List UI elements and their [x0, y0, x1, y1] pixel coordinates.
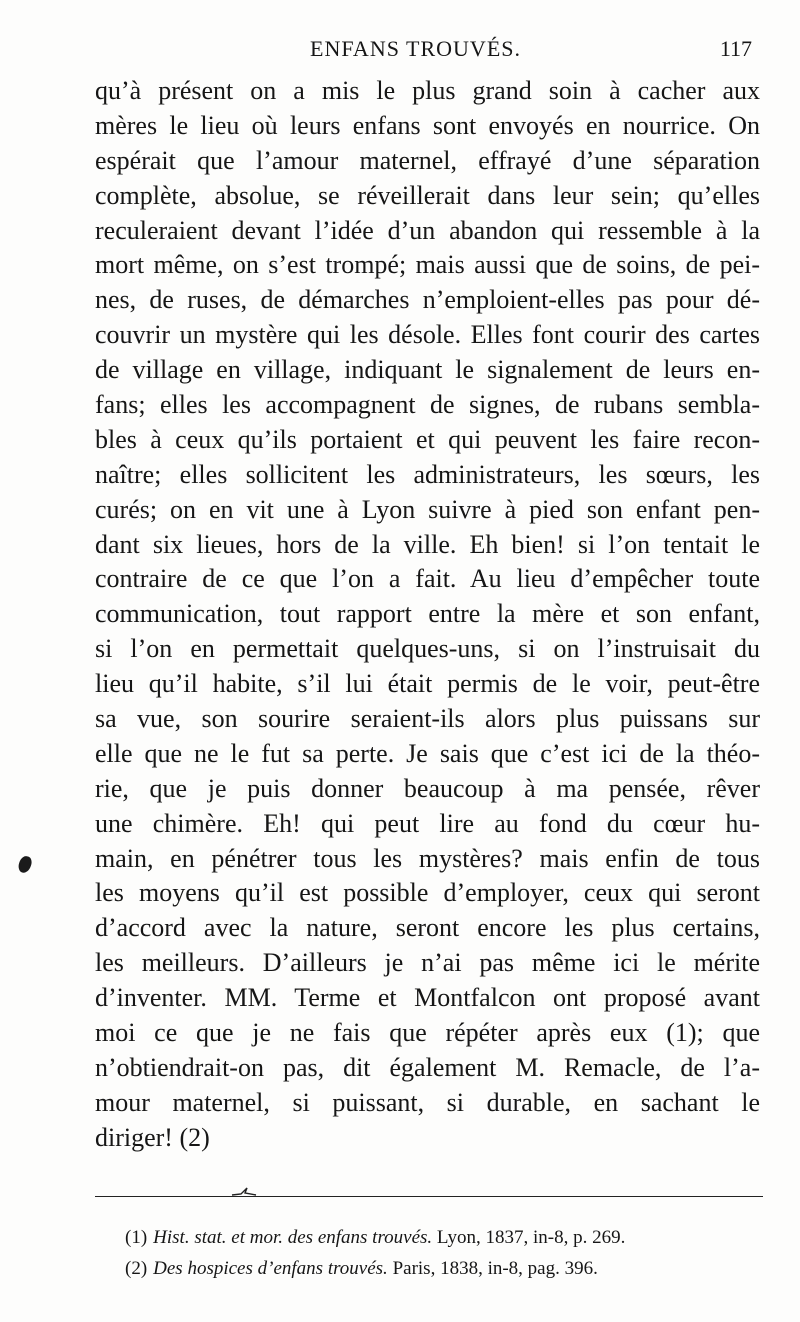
text-line: mour maternel, si puissant, si durable, en sachant le: [95, 1087, 760, 1117]
footnote-title: Des hospices d’enfans trouvés.: [153, 1258, 388, 1279]
text-line: qu’à présent on a mis le plus grand soin à cacher aux: [95, 76, 760, 105]
text-line: si l’on en permettait quelques-uns, si on l’instruisait du: [95, 634, 760, 664]
text-line: nes, de ruses, de démarches n’emploient-elles pas pour dé-: [95, 285, 760, 315]
text-line: espérait que l’amour maternel, effrayé d’une séparation: [95, 145, 760, 175]
text-line: naître; elles sollicitent les administrateurs, les sœurs, les: [95, 459, 760, 489]
text-line: main, en pénétrer tous les mystères? mais enfin de tous: [95, 843, 760, 873]
text-line: mères le lieu où leurs enfans sont envoyés en nourrice. On: [95, 110, 760, 140]
text-line: les moyens qu’il est possible d’employer, ceux qui seront: [95, 878, 760, 908]
text-line: de village en village, indiquant le signalement de leurs en-: [95, 355, 760, 385]
text-line: une chimère. Eh! qui peut lire au fond du cœur hu-: [95, 808, 760, 838]
footnote: [125, 1253, 765, 1284]
text-line: communication, tout rapport entre la mère et son enfant,: [95, 599, 760, 629]
text-line: les meilleurs. D’ailleurs je n’ai pas même ici le mérite: [95, 948, 760, 978]
body-text: [95, 74, 760, 1156]
footnote-number: (1): [125, 1227, 148, 1248]
text-line: mort même, on s’est trompé; mais aussi que de soins, de pei-: [95, 250, 760, 280]
running-title: ENFANS TROUVÉS.: [310, 36, 521, 61]
footnote-number: (2): [125, 1258, 148, 1279]
footnote-divider: [95, 1196, 763, 1197]
text-line: lieu qu’il habite, s’il lui était permis de le voir, peut-être: [95, 669, 760, 699]
text-line: curés; on en vit une à Lyon suivre à pied son enfant pen-: [95, 494, 760, 524]
text-line: d’inventer. MM. Terme et Montfalcon ont proposé avant: [95, 983, 760, 1013]
footnote-citation: Paris, 1838, in-8, pag. 396.: [387, 1258, 598, 1279]
footnote-title: Hist. stat. et mor. des enfans trouvés.: [153, 1227, 433, 1248]
page-header: [95, 30, 760, 70]
text-line: n’obtiendrait-on pas, dit également M. Remacle, de l’a-: [95, 1052, 760, 1082]
divider-ornament: [231, 1185, 257, 1197]
text-line: complète, absolue, se réveillerait dans leur sein; qu’elles: [95, 180, 760, 210]
footnote: [125, 1222, 765, 1253]
text-line: bles à ceux qu’ils portaient et qui peuvent les faire recon-: [95, 424, 760, 454]
text-line: d’accord avec la nature, seront encore les plus certains,: [95, 913, 760, 943]
text-line: rie, que je puis donner beaucoup à ma pensée, rêver: [95, 773, 760, 803]
text-line: fans; elles les accompagnent de signes, de rubans sembla-: [95, 390, 760, 420]
text-line: contraire de ce que l’on a fait. Au lieu d’empêcher toute: [95, 564, 760, 594]
ink-blot: [17, 855, 34, 875]
page-number: 117: [719, 36, 752, 61]
text-line-last: diriger! (2): [95, 1122, 210, 1152]
text-line: couvrir un mystère qui les désole. Elles font courir des cartes: [95, 320, 760, 350]
footnotes: [125, 1222, 765, 1284]
text-line: dant six lieues, hors de la ville. Eh bien! si l’on tentait le: [95, 529, 760, 559]
text-line: elle que ne le fut sa perte. Je sais que c’est ici de la théo-: [95, 738, 760, 768]
text-line: reculeraient devant l’idée d’un abandon qui ressemble à la: [95, 215, 760, 245]
footnote-citation: Lyon, 1837, in-8, p. 269.: [432, 1227, 626, 1248]
text-line: sa vue, son sourire seraient-ils alors plus puissans sur: [95, 704, 760, 734]
text-line: moi ce que je ne fais que répéter après eux (1); que: [95, 1018, 760, 1048]
